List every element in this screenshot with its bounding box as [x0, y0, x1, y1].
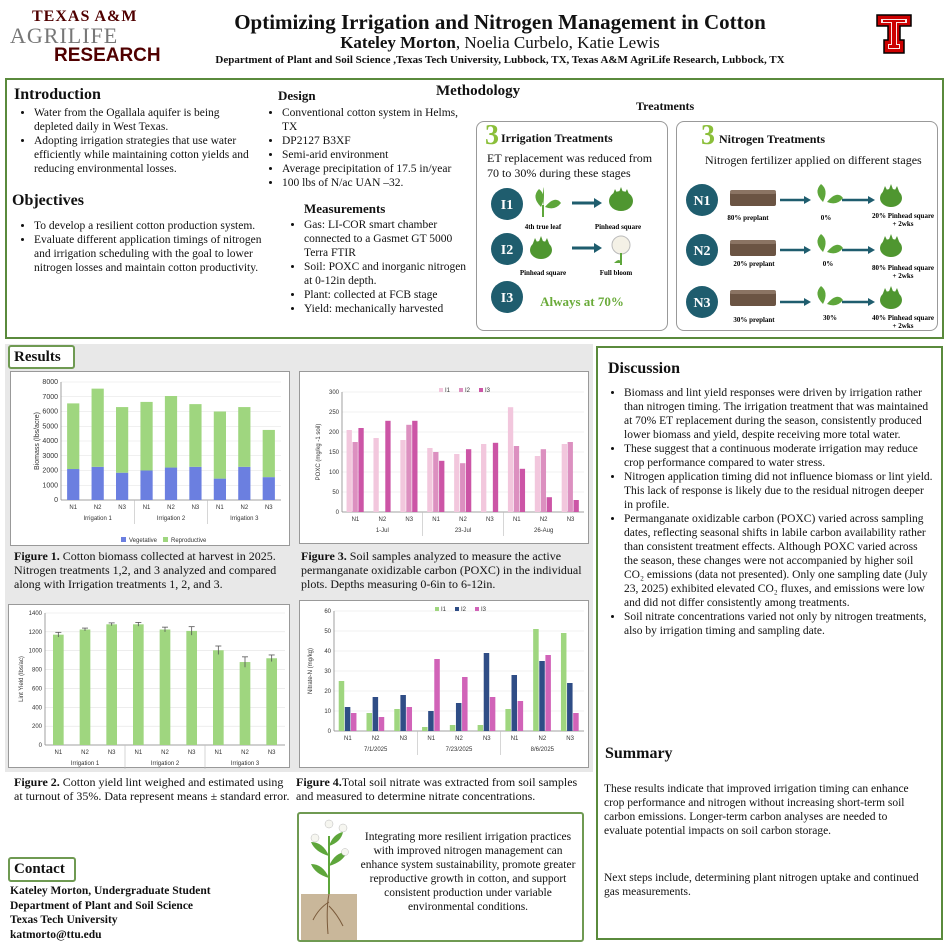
figure-1-chart: [10, 371, 290, 546]
bar-i2: [406, 425, 411, 512]
vegetative-bar: [67, 469, 79, 500]
reproductive-bar: [238, 407, 250, 467]
n1-pinhead: 20% Pinhead square: [871, 212, 935, 220]
y-tick-label: 6000: [42, 408, 58, 416]
measurement-bullet: • Gas: LI-COR smart chamber connected to a Gasmet GT 5000 Terra FTIR: [304, 218, 470, 260]
n2-pinhead: 80% Pinhead square: [871, 264, 935, 272]
irrigation-card-title: Irrigation Treatments: [501, 131, 613, 145]
n3-preplant: 30% preplant: [733, 316, 775, 324]
bar-i1: [367, 713, 373, 731]
irrigation-desc: ET replacement was reduced from 70 to 30% during these stages: [487, 151, 653, 180]
vegetative-bar: [165, 468, 177, 500]
objective-bullet: • Evaluate different application timings of nitrogen and irrigation scheduling with the goal to lower nitrogen losses and maintain cotton productivity.: [34, 233, 264, 275]
y-tick-label: 10: [324, 709, 331, 715]
bar-i1: [347, 430, 352, 512]
irrigation-count: 3: [485, 120, 499, 151]
group-label: 1-Jul: [375, 528, 389, 534]
y-tick-label: 20: [324, 689, 331, 695]
group-label: 26-Aug: [533, 528, 554, 534]
bar-i3: [379, 717, 385, 731]
bar-i2: [460, 463, 465, 512]
group-label: Irrigation 3: [230, 516, 259, 522]
bar-i2: [514, 446, 519, 512]
x-tick-label: N3: [191, 505, 200, 511]
legend-swatch-vegetative: [121, 537, 126, 542]
y-tick-label: 5000: [42, 423, 58, 431]
bar-i1: [450, 725, 456, 731]
bar-i1: [373, 438, 378, 512]
reproductive-bar: [214, 412, 226, 479]
vegetative-bar: [263, 477, 275, 500]
x-tick-label: N2: [538, 736, 547, 742]
discussion-bullet: • These suggest that a continuous moderate irrigation may reduce crop performance compared to water stress.: [624, 442, 934, 470]
x-tick-label: N2: [459, 517, 467, 523]
y-tick-label: 1400: [28, 611, 42, 617]
n1-mid: 0%: [820, 214, 832, 222]
figure-2-chart: [8, 604, 290, 768]
bar-i1: [394, 709, 400, 731]
contact-name: Kateley Morton, Undergraduate Student: [10, 885, 211, 897]
x-tick-label: N1: [510, 736, 519, 742]
n1-badge: N1: [693, 194, 711, 209]
bar-i2: [428, 711, 434, 731]
bar-i3: [574, 500, 579, 512]
design-bullet: • DP2127 B3XF: [282, 134, 472, 148]
x-tick-label: N3: [267, 750, 276, 756]
lint-yield-bar: [213, 650, 224, 745]
x-tick-label: N1: [142, 505, 151, 511]
bar-i2: [456, 703, 462, 731]
bar-i3: [385, 421, 390, 512]
y-tick-label: 4000: [42, 438, 58, 445]
affiliation: Department of Plant and Soil Science ,Texas Tech University, Lubbock, TX, Texas A&M AgriLife Research, Lubbock, TX: [215, 54, 785, 66]
results-heading: Results: [14, 349, 61, 365]
contact-heading: Contact: [14, 861, 65, 877]
bar-i1: [562, 444, 567, 512]
measurements-heading: Measurements: [304, 201, 386, 216]
logo-line-texas-am: TEXAS A&M: [32, 8, 138, 25]
bar-i1: [533, 629, 539, 731]
x-tick-label: N3: [264, 505, 273, 511]
y-tick-label: 100: [328, 470, 339, 476]
legend-label-i3: I3: [481, 607, 487, 613]
y-axis-label: POXC (mg/kg -1 soil): [316, 423, 322, 481]
bar-i2: [352, 442, 357, 512]
figure-2-svg: [9, 605, 291, 769]
design-list: [272, 106, 472, 190]
discussion-heading: Discussion: [608, 360, 681, 377]
y-tick-label: 50: [332, 490, 339, 496]
x-tick-label: N2: [241, 750, 249, 756]
nitrogen-card-title: Nitrogen Treatments: [719, 132, 826, 146]
legend-label-i1: I1: [441, 607, 447, 613]
design-bullet: • Average precipitation of 17.5 in/year: [282, 162, 472, 176]
i2-from-label: Pinhead square: [519, 269, 567, 277]
y-tick-label: 0: [327, 729, 331, 735]
y-tick-label: 150: [328, 450, 339, 456]
i1-from-label: 4th true leaf: [524, 223, 562, 231]
group-label: 7/1/2025: [363, 747, 388, 753]
discussion-bullet: • Permanganate oxidizable carbon (POXC) varied across sampling dates, reflecting seasonal shifts in labile carbon availability rather than consistent treatment effects. Although POXC varied across the season, these changes were not accompanied by higher soil CO₂ emissions (data not presented). Only one sampling date (July 23, 2025) exhibited elevated CO₂ fluxes, and emissions were low and did not differ consistently among treatments.: [624, 512, 934, 610]
i2-badge: I2: [500, 243, 514, 258]
irrigation-diagram: [476, 185, 668, 331]
y-axis-label: Lint Yield (lbs/ac): [19, 656, 25, 702]
figure-1-label: Figure 1.: [14, 549, 60, 563]
group-label: 8/6/2025: [530, 747, 555, 753]
reproductive-bar: [165, 396, 177, 468]
logo-line-agrilife: AGRILIFE: [10, 23, 119, 48]
x-tick-label: N1: [351, 517, 360, 523]
design-heading: Design: [278, 88, 316, 103]
vegetative-bar: [116, 473, 128, 500]
objectives-heading: Objectives: [12, 192, 84, 209]
vegetative-bar: [189, 467, 201, 500]
discussion-bullet: • Soil nitrate concentrations varied not only by nitrogen treatments, also by irrigation timing and sampling date.: [624, 610, 934, 638]
bar-i1: [561, 633, 567, 731]
header: [0, 0, 949, 76]
lint-yield-bar: [160, 630, 171, 746]
design-bullet: • Semi-arid environment: [282, 148, 472, 162]
y-tick-label: 8000: [42, 379, 58, 386]
group-label: Irrigation 2: [156, 516, 186, 522]
x-tick-label: N2: [539, 517, 548, 523]
bar-i3: [358, 428, 363, 512]
lint-yield-bar: [80, 630, 91, 746]
legend-label-i3: I3: [485, 388, 491, 394]
figure-2-caption: [14, 775, 294, 803]
bar-i3: [412, 421, 417, 512]
treatments-label: Treatments: [636, 99, 695, 113]
measurement-bullet: • Soil: POXC and inorganic nitrogen at 0-12in depth.: [304, 260, 470, 288]
x-tick-label: N1: [214, 750, 223, 756]
author-main: Kateley Morton: [340, 33, 456, 52]
x-tick-label: N1: [134, 750, 143, 756]
n2-mid: 0%: [822, 260, 834, 268]
bar-i2: [568, 442, 573, 512]
bar-i3: [547, 497, 552, 512]
callout-text: Integrating more resilient irrigation practices with improved nitrogen management can enhance system sustainability, promote greater reproductive growth in cotton, and support consistent production under variable environmental conditions.: [360, 831, 576, 913]
bar-i1: [339, 681, 345, 731]
bar-i3: [573, 713, 579, 731]
bar-i3: [545, 655, 551, 731]
nitrogen-diagram: [676, 180, 938, 330]
methodology-heading: Methodology: [436, 83, 521, 99]
n2-weeks: + 2wks: [892, 272, 914, 280]
vegetative-bar: [238, 467, 250, 500]
bar-i1: [400, 440, 405, 512]
authors-rest: , Noelia Curbelo, Katie Lewis: [455, 33, 660, 52]
n3-pinhead: 40% Pinhead square: [871, 314, 935, 322]
figure-4-svg: [300, 601, 590, 769]
bar-i2: [345, 707, 351, 731]
legend-label-i2: I2: [461, 607, 467, 613]
bar-i3: [434, 659, 440, 731]
bar-i1: [505, 709, 511, 731]
x-tick-label: N3: [482, 736, 491, 742]
y-tick-label: 2000: [42, 467, 58, 475]
legend-swatch-i2: [459, 388, 463, 392]
bar-i3: [493, 443, 498, 512]
design-bullet: • 100 lbs of N/ac UAN –32.: [282, 176, 472, 190]
cotton-plant-icon: [301, 816, 357, 940]
bar-i3: [462, 677, 468, 731]
contact-dept: Department of Plant and Soil Science: [10, 899, 194, 912]
objectives-list: [14, 219, 264, 275]
measurement-bullet: • Yield: mechanically harvested: [304, 302, 470, 316]
group-label: 7/23/2025: [445, 747, 473, 753]
y-axis-label: Biomass (lbs/acre): [34, 412, 41, 470]
agrilife-logo: [10, 8, 170, 68]
x-tick-label: N3: [486, 517, 494, 523]
legend-swatch-i3: [479, 388, 483, 392]
bar-i1: [427, 448, 432, 512]
x-tick-label: N1: [54, 750, 63, 756]
bar-i2: [400, 695, 406, 731]
poster-title: Optimizing Irrigation and Nitrogen Management in Cotton: [234, 10, 766, 34]
discussion-bullet: • Biomass and lint yield responses were driven by irrigation rather than nitrogen timing. The irrigation treatment that was maintained at 70% ET replacement during the season, consistently produced lower biomass and yield, despite receiving more total water.: [624, 386, 934, 442]
nitrogen-count: 3: [701, 120, 715, 151]
figure-4-text: Total soil nitrate was extracted from soil samples and measured to determine nitrate concentrations.: [296, 775, 578, 803]
i2-to-label: Full bloom: [599, 269, 633, 277]
legend-swatch-i2: [455, 607, 459, 611]
bar-i1: [422, 727, 428, 731]
discussion-list: [604, 386, 934, 638]
group-label: Irrigation 2: [150, 761, 180, 767]
lint-yield-bar: [106, 624, 117, 745]
vegetative-bar: [140, 471, 152, 501]
y-tick-label: 30: [324, 669, 331, 675]
y-tick-label: 800: [31, 667, 42, 674]
y-tick-label: 0: [335, 510, 339, 516]
y-tick-label: 50: [324, 629, 331, 635]
bar-i2: [539, 661, 545, 731]
discussion-bullet: • Nitrogen application timing did not influence biomass or lint yield. This lack of response is likely due to the residual nitrogen deeper in profile.: [624, 470, 934, 512]
figure-1-svg: [11, 372, 291, 547]
legend-swatch-reproductive: [163, 537, 168, 542]
lint-yield-bar: [133, 624, 144, 745]
x-tick-label: N2: [81, 750, 89, 756]
y-tick-label: 1200: [28, 629, 42, 636]
y-tick-label: 1000: [28, 648, 42, 655]
x-tick-label: N1: [344, 736, 352, 742]
bar-i1: [508, 407, 513, 512]
callout-box: [297, 812, 584, 942]
n2-badge: N2: [693, 244, 711, 259]
bar-i3: [490, 697, 496, 731]
y-tick-label: 400: [31, 705, 42, 712]
y-tick-label: 250: [328, 410, 339, 416]
group-label: Irrigation 1: [70, 761, 100, 767]
x-tick-label: N2: [161, 750, 169, 756]
intro-bullet: • Water from the Ogallala aquifer is being depleted daily in West Texas.: [34, 106, 254, 134]
group-label: 23-Jul: [454, 528, 472, 534]
x-tick-label: N3: [566, 736, 574, 742]
vegetative-bar: [92, 467, 104, 500]
figure-3-chart: [299, 371, 589, 544]
y-tick-label: 200: [31, 724, 42, 731]
bar-i1: [454, 454, 459, 512]
bar-i2: [567, 683, 573, 731]
y-tick-label: 0: [38, 743, 42, 749]
reproductive-bar: [140, 402, 152, 471]
x-tick-label: N3: [405, 517, 414, 523]
group-label: Irrigation 3: [230, 761, 260, 767]
legend-label-vegetative: Vegetative: [129, 538, 158, 544]
n3-weeks: + 2wks: [892, 322, 914, 330]
figure-1-caption: [14, 549, 294, 591]
nitrogen-desc: Nitrogen fertilizer applied on different stages: [705, 153, 922, 167]
figure-1-text: Cotton biomass collected at harvest in 2025. Nitrogen treatments 1,2, and 3 analyzed and compared along with Irrigation treatments 1, 2, and 3.: [14, 549, 277, 591]
x-tick-label: N3: [399, 736, 408, 742]
bar-i3: [439, 461, 444, 512]
authors-line: [180, 33, 820, 53]
lint-yield-bar: [186, 631, 197, 745]
intro-list: [14, 106, 254, 176]
reproductive-bar: [67, 403, 79, 469]
bar-i2: [484, 653, 490, 731]
figure-3-svg: [300, 372, 590, 545]
contact-email[interactable]: katmorto@ttu.edu: [10, 928, 102, 941]
x-tick-label: N2: [371, 736, 380, 742]
bar-i3: [351, 713, 357, 731]
summary-paragraph-1: These results indicate that improved irrigation timing can enhance crop performance and nitrogen without increasing short-term soil carbon emissions. Longer-term carbon analyses are needed to evaluate potential impacts on soil carbon storage.: [604, 783, 909, 837]
bar-i3: [520, 469, 525, 512]
reproductive-bar: [263, 430, 275, 477]
summary-heading: Summary: [605, 745, 673, 762]
x-tick-label: N1: [216, 505, 224, 511]
figure-2-text: Cotton yield lint weighed and estimated using at turnout of 35%. Data represent means ± standard error.: [14, 775, 290, 803]
contact-block: [10, 884, 290, 942]
legend-swatch-i3: [475, 607, 479, 611]
design-bullet: • Conventional cotton system in Helms, TX: [282, 106, 472, 134]
legend-label-i1: I1: [445, 388, 451, 394]
y-tick-label: 60: [324, 609, 331, 615]
y-tick-label: 600: [31, 686, 42, 693]
bar-i3: [407, 707, 413, 731]
x-tick-label: N1: [512, 517, 521, 523]
x-tick-label: N2: [378, 517, 387, 523]
y-tick-label: 1000: [42, 482, 58, 490]
bar-i2: [541, 449, 546, 512]
results-heading-box: [8, 345, 75, 369]
n3-mid: 30%: [823, 314, 837, 322]
bar-i1: [478, 725, 484, 731]
x-tick-label: N1: [432, 517, 440, 523]
x-tick-label: N1: [427, 736, 436, 742]
i1-badge: I1: [500, 198, 514, 213]
summary-paragraph-2: Next steps include, determining plant nitrogen uptake and continued gas measurements.: [604, 872, 919, 898]
intro-heading: Introduction: [14, 86, 101, 103]
bar-i1: [535, 456, 540, 512]
x-tick-label: N2: [240, 505, 249, 511]
legend-label-i2: I2: [465, 388, 471, 394]
logo-line-research: RESEARCH: [54, 45, 161, 66]
contact-heading-box: [8, 857, 76, 882]
legend-swatch-i1: [435, 607, 439, 611]
x-tick-label: N3: [187, 750, 196, 756]
figure-4-chart: [299, 600, 589, 768]
x-tick-label: N2: [93, 505, 102, 511]
reproductive-bar: [116, 407, 128, 473]
i3-badge: I3: [500, 291, 514, 306]
lint-yield-bar: [240, 662, 251, 745]
vegetative-bar: [214, 479, 226, 500]
n2-preplant: 20% preplant: [733, 260, 775, 268]
measurements-list: [292, 218, 470, 316]
ttu-logo: [876, 14, 912, 54]
y-tick-label: 7000: [42, 393, 58, 401]
bar-i1: [481, 444, 486, 512]
bar-i3: [466, 449, 471, 512]
i3-always-label: Always at 70%: [540, 294, 624, 309]
x-tick-label: N3: [118, 505, 126, 511]
reproductive-bar: [189, 404, 201, 467]
y-tick-label: 40: [324, 649, 331, 655]
reproductive-bar: [92, 389, 104, 467]
figure-4-label: Figure 4.: [296, 775, 342, 789]
figure-3-caption: [301, 549, 593, 591]
n1-weeks: + 2wks: [892, 220, 914, 228]
x-tick-label: N2: [167, 505, 175, 511]
legend-swatch-i1: [439, 388, 443, 392]
group-label: Irrigation 1: [83, 516, 112, 522]
y-tick-label: 200: [328, 430, 339, 436]
lint-yield-bar: [53, 635, 64, 745]
lint-yield-bar: [266, 658, 277, 745]
y-tick-label: 3000: [42, 452, 58, 460]
bar-i2: [512, 675, 518, 731]
bar-i3: [518, 701, 524, 731]
figure-2-label: Figure 2.: [14, 775, 60, 789]
bar-i2: [373, 697, 379, 731]
objective-bullet: • To develop a resilient cotton production system.: [34, 219, 264, 233]
i1-to-label: Pinhead square: [594, 223, 642, 231]
measurement-bullet: • Plant: collected at FCB stage: [304, 288, 470, 302]
y-tick-label: 0: [54, 497, 58, 504]
x-tick-label: N3: [566, 517, 575, 523]
x-tick-label: N1: [69, 505, 78, 511]
figure-4-caption: [296, 775, 592, 803]
figure-3-label: Figure 3.: [301, 549, 347, 563]
x-tick-label: N2: [455, 736, 463, 742]
legend-label-reproductive: Reproductive: [171, 538, 207, 544]
intro-bullet: • Adopting irrigation strategies that use water efficiently while maintaining cotton yields and reducing environmental losses.: [34, 134, 254, 176]
y-axis-label: Nitrate-N (mg/kg): [308, 647, 314, 695]
figure-3-text: Soil samples analyzed to measure the active permanganate oxidizable carbon (POXC) in the individual plots. Depths measuring 0-6in to 6-12in.: [301, 549, 582, 591]
contact-university: Texas Tech University: [10, 914, 118, 926]
y-tick-label: 300: [328, 390, 339, 396]
x-tick-label: N3: [107, 750, 116, 756]
bar-i2: [433, 452, 438, 512]
n3-badge: N3: [693, 296, 711, 311]
n1-preplant: 80% preplant: [727, 214, 769, 222]
